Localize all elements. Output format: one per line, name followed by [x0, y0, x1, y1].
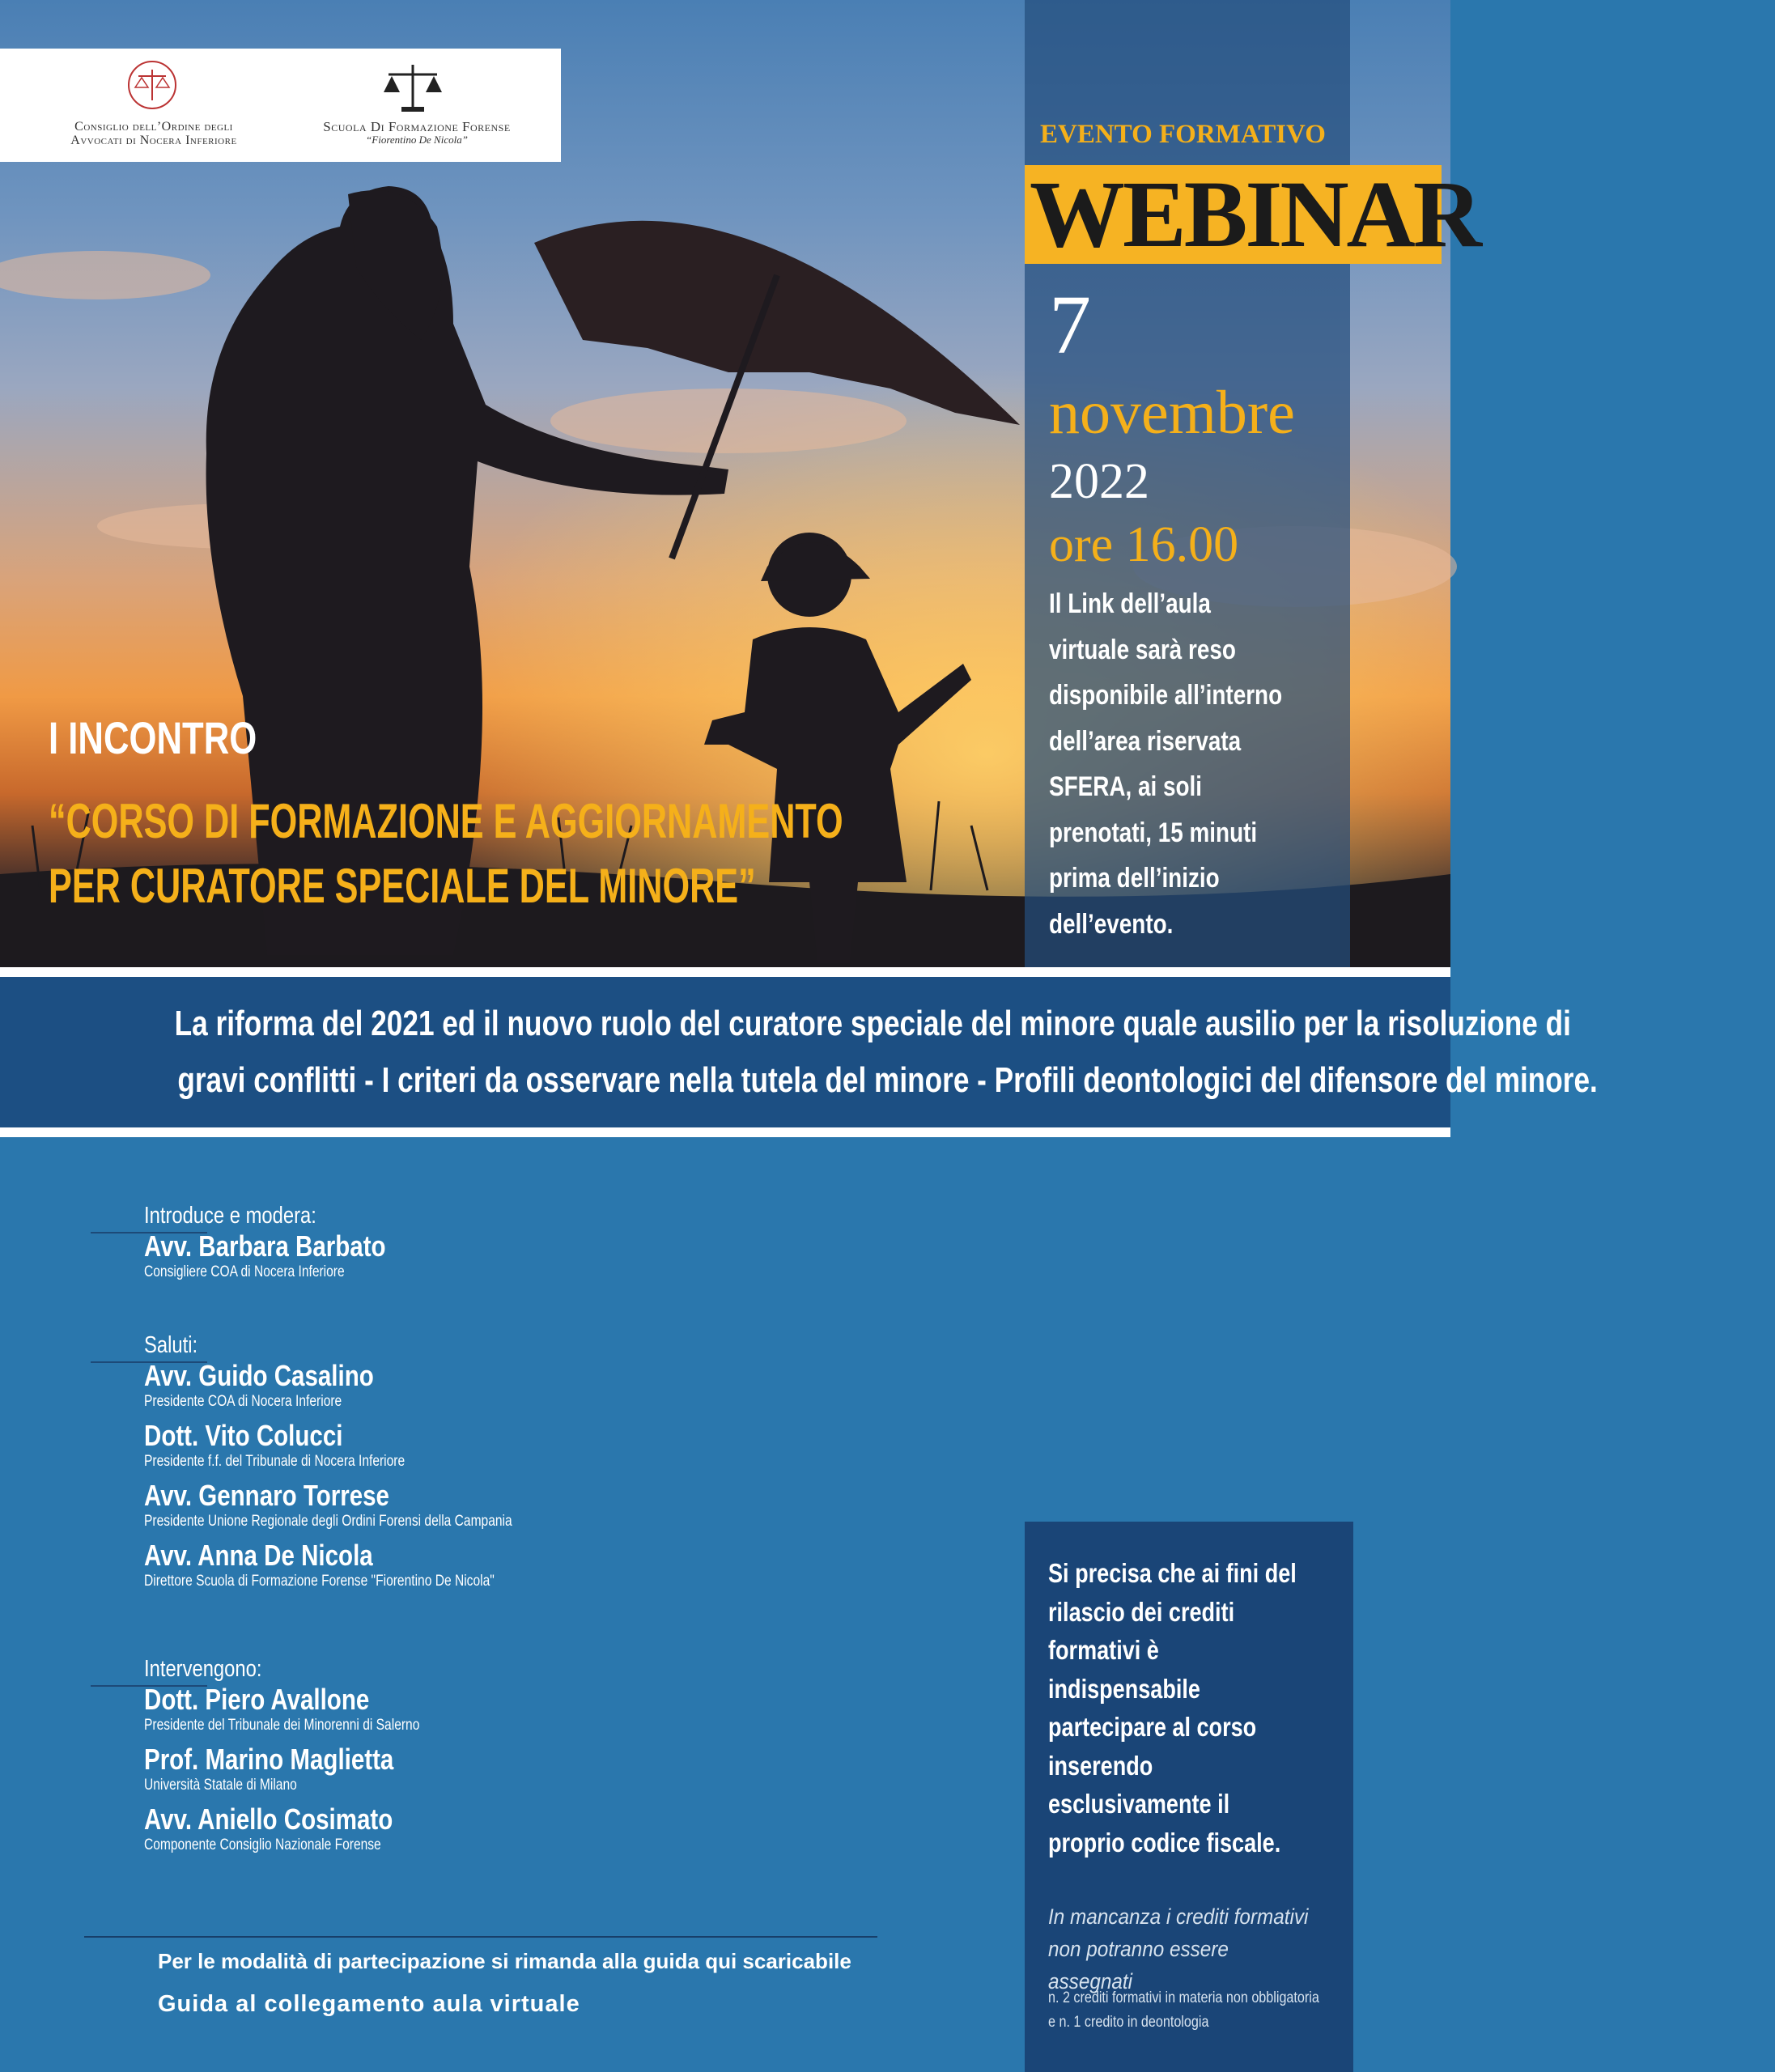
credits-detail-line: e n. 1 credito in deontologia [1048, 2014, 1209, 2031]
speaker-name: Avv. Gennaro Torrese [144, 1479, 389, 1512]
section-heading: Saluti: [144, 1332, 198, 1358]
credits-line: proprio codice fiscale. [1048, 1827, 1281, 1858]
participation-note: Per le modalità di partecipazione si rimanda alla guida qui scaricabile [158, 1949, 851, 1973]
credits-warning-line: In mancanza i crediti formativi [1048, 1904, 1309, 1929]
program-moderator [144, 1203, 439, 1281]
program-speakers [144, 1656, 480, 1854]
course-title-line: PER CURATORE SPECIALE DEL MINORE” [49, 859, 756, 913]
section-heading: Introduce e modera: [144, 1203, 316, 1229]
coa-line-2: Avvocati di Nocera Inferiore [70, 134, 237, 147]
credits-warning [1048, 1900, 1318, 1998]
speaker-role: Presidente COA di Nocera Inferiore [144, 1393, 342, 1410]
guide-link[interactable]: Guida al collegamento aula virtuale [158, 1991, 580, 2017]
speaker-role: Consigliere COA di Nocera Inferiore [144, 1263, 345, 1280]
event-month: novembre [1049, 379, 1295, 447]
credits-note [1048, 1554, 1340, 1862]
footer-divider [84, 1936, 877, 1938]
speaker-name: Avv. Anna De Nicola [144, 1539, 373, 1572]
credits-line: rilascio dei crediti [1048, 1596, 1235, 1627]
credits-line: Si precisa che ai fini del [1048, 1558, 1297, 1588]
event-type: WEBINAR [1030, 161, 1480, 267]
program-greetings [144, 1332, 593, 1590]
link-note-line: dell’area riservata [1049, 725, 1242, 757]
course-title-line: “CORSO DI FORMAZIONE E AGGIORNAMENTO [49, 794, 843, 848]
speaker-name: Avv. Aniello Cosimato [144, 1802, 393, 1836]
event-day: 7 [1049, 278, 1091, 372]
link-note-line: prenotati, 15 minuti [1049, 817, 1258, 848]
coa-seal-icon [125, 58, 179, 112]
speaker-role: Presidente del Tribunale dei Minorenni di Salerno [144, 1717, 420, 1734]
school-title: Scuola Di Formazione Forense [323, 119, 511, 134]
topics-line: La riforma del 2021 ed il nuovo ruolo del curatore speciale del minore quale ausilio per la risoluzione di [174, 1004, 1571, 1043]
credits-line: formativi è [1048, 1635, 1159, 1665]
meeting-title: I INCONTRO [49, 712, 257, 763]
topics-line: gravi conflitti - I criteri da osservare nella tutela del minore - Profili deontologici del difensore del minore. [177, 1060, 1598, 1100]
speaker-role: Direttore Scuola di Formazione Forense "Fiorentino De Nicola" [144, 1573, 495, 1590]
speaker-role: Presidente Unione Regionale degli Ordini Forensi della Campania [144, 1513, 512, 1530]
scales-icon [380, 60, 445, 117]
credits-line: esclusivamente il [1048, 1789, 1230, 1819]
link-note [1049, 581, 1340, 947]
event-time: ore 16.00 [1049, 517, 1239, 572]
speaker-role: Università Statale di Milano [144, 1777, 297, 1794]
school-logo-text [287, 120, 546, 146]
link-note-line: Il Link dell’aula [1049, 588, 1211, 619]
coa-logo-text [32, 120, 275, 147]
credits-detail [1048, 1986, 1337, 2035]
school-subtitle: “Fiorentino De Nicola” [366, 134, 468, 146]
coa-line-1: Consiglio dell’Ordine degli [74, 120, 233, 134]
speaker-name: Dott. Vito Colucci [144, 1419, 343, 1452]
credits-line: indispensabile [1048, 1673, 1200, 1704]
credits-warning-line: non potranno essere assegnati [1048, 1937, 1229, 1993]
link-note-line: disponibile all’interno [1049, 680, 1283, 711]
speaker-name: Prof. Marino Maglietta [144, 1743, 394, 1776]
link-note-line: virtuale sarà reso [1049, 634, 1236, 665]
event-label: EVENTO FORMATIVO [1040, 120, 1326, 149]
credits-line: inserendo [1048, 1750, 1153, 1781]
speaker-name: Avv. Guido Casalino [144, 1359, 374, 1392]
event-year: 2022 [1049, 454, 1149, 509]
link-note-line: dell’evento. [1049, 908, 1174, 940]
topics-text [0, 996, 1598, 1109]
speaker-role: Componente Consiglio Nazionale Forense [144, 1836, 381, 1853]
credits-detail-line: n. 2 crediti formativi in materia non obbligatoria [1048, 1989, 1319, 2006]
section-heading: Intervengono: [144, 1656, 262, 1682]
speaker-role: Presidente f.f. del Tribunale di Nocera Inferiore [144, 1453, 406, 1470]
speaker-name: Avv. Barbara Barbato [144, 1229, 386, 1263]
link-note-line: prima dell’inizio [1049, 863, 1220, 894]
logo-strip [0, 49, 561, 162]
speaker-name: Dott. Piero Avallone [144, 1683, 370, 1716]
credits-line: partecipare al corso [1048, 1712, 1257, 1742]
link-note-line: SFERA, ai soli [1049, 771, 1203, 802]
course-title [49, 789, 843, 919]
